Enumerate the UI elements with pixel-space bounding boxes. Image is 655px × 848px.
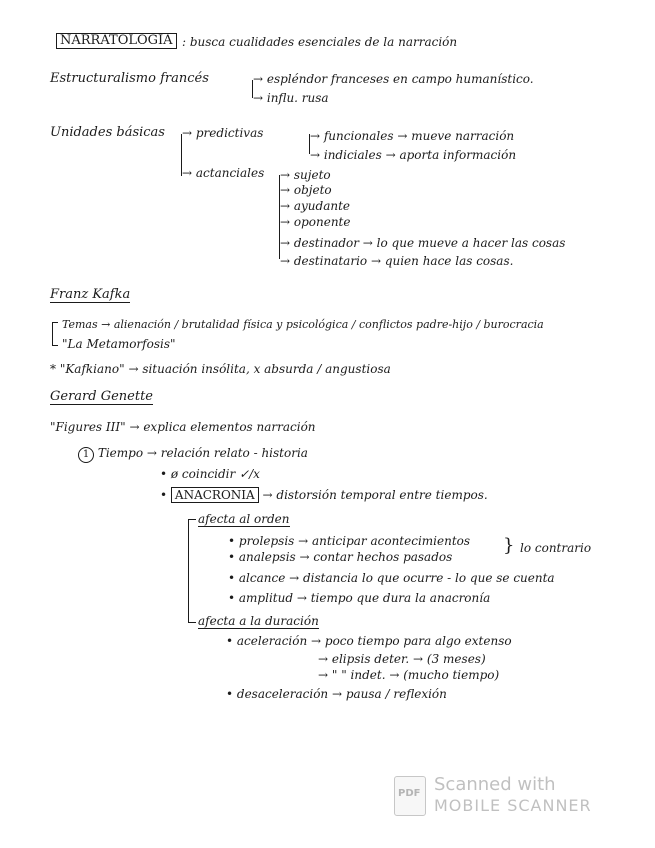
bracket-line — [52, 345, 58, 346]
anacronia-description: → distorsión temporal entre tiempos. — [262, 488, 488, 502]
actanciales-branch: → actanciales — [182, 166, 265, 180]
genette-figures: "Figures III" → explica elementos narración — [50, 420, 316, 434]
kafka-heading: Franz Kafka — [50, 287, 131, 302]
bracket-line — [188, 519, 189, 623]
analepsis-item: • analepsis → contar hechos pasados — [228, 550, 453, 564]
bracket-line — [188, 622, 196, 623]
aceleracion-item: • aceleración → poco tiempo para algo extenso — [226, 634, 512, 648]
actante-destinador: → destinador → lo que mueve a hacer las cosas — [280, 236, 566, 250]
tiempo-text: Tiempo → relación relato - historia — [97, 446, 308, 460]
pdf-icon — [394, 776, 426, 816]
genette-coincidir: • ø coincidir ✓/x — [160, 467, 260, 481]
estructuralismo-label: Estructuralismo francés — [50, 71, 209, 86]
indiciales-branch: → indiciales → aporta información — [310, 148, 517, 162]
scanner-watermark — [394, 774, 604, 824]
contrario-note: lo contrario — [520, 541, 592, 555]
brace-icon: } — [503, 535, 515, 556]
estructuralismo-branch-2: → influ. rusa — [253, 91, 329, 105]
actante-oponente: → oponente — [280, 215, 351, 229]
watermark-line-2: MOBILE SCANNER — [434, 796, 592, 815]
bracket-line — [52, 322, 58, 323]
document-title: NARRATOLOGIA — [56, 33, 177, 49]
kafka-metamorfosis: "La Metamorfosis" — [62, 337, 176, 351]
afecta-duracion-heading: afecta a la duración — [198, 614, 319, 628]
alcance-item: • alcance → distancia lo que ocurre - lo que se cuenta — [228, 571, 555, 585]
desaceleracion-item: • desaceleración → pausa / reflexión — [226, 687, 447, 701]
bracket-line — [52, 322, 53, 346]
unidades-label: Unidades básicas — [50, 125, 165, 140]
prolepsis-item: • prolepsis → anticipar acontecimientos — [228, 534, 471, 548]
actante-objeto: → objeto — [280, 183, 332, 197]
title-description: : busca cualidades esenciales de la narración — [182, 35, 458, 49]
kafka-temas: Temas → alienación / brutalidad física y psicológica / conflictos padre-hijo / burocracia — [62, 318, 544, 331]
watermark-line-1: Scanned with — [434, 774, 556, 795]
actante-destinatario: → destinatario → quien hace las cosas. — [280, 254, 514, 268]
estructuralismo-branch-1: → espléndor franceses en campo humanístico. — [253, 72, 534, 86]
kafka-kafkiano: * "Kafkiano" → situación insólita, x absurda / angustiosa — [50, 362, 391, 376]
funcionales-branch: → funcionales → mueve narración — [310, 129, 515, 143]
number-badge: 1 — [78, 447, 94, 463]
bullet: • — [160, 488, 171, 502]
elipsis-indeterminada: → " " indet. → (mucho tiempo) — [318, 668, 500, 682]
afecta-orden-heading: afecta al orden — [198, 512, 290, 526]
genette-tiempo — [78, 446, 308, 463]
actante-ayudante: → ayudante — [280, 199, 351, 213]
amplitud-item: • amplitud → tiempo que dura la anacronía — [228, 591, 491, 605]
predictivas-branch: → predictivas — [182, 126, 264, 140]
actante-sujeto: → sujeto — [280, 168, 331, 182]
anacronia-term: ANACRONIA — [171, 487, 259, 503]
genette-heading: Gerard Genette — [50, 389, 153, 404]
elipsis-determinada: → elipsis deter. → (3 meses) — [318, 652, 486, 666]
genette-anacronia — [160, 488, 488, 502]
pdf-badge-text: PDF — [398, 788, 421, 799]
bracket-line — [188, 519, 196, 520]
